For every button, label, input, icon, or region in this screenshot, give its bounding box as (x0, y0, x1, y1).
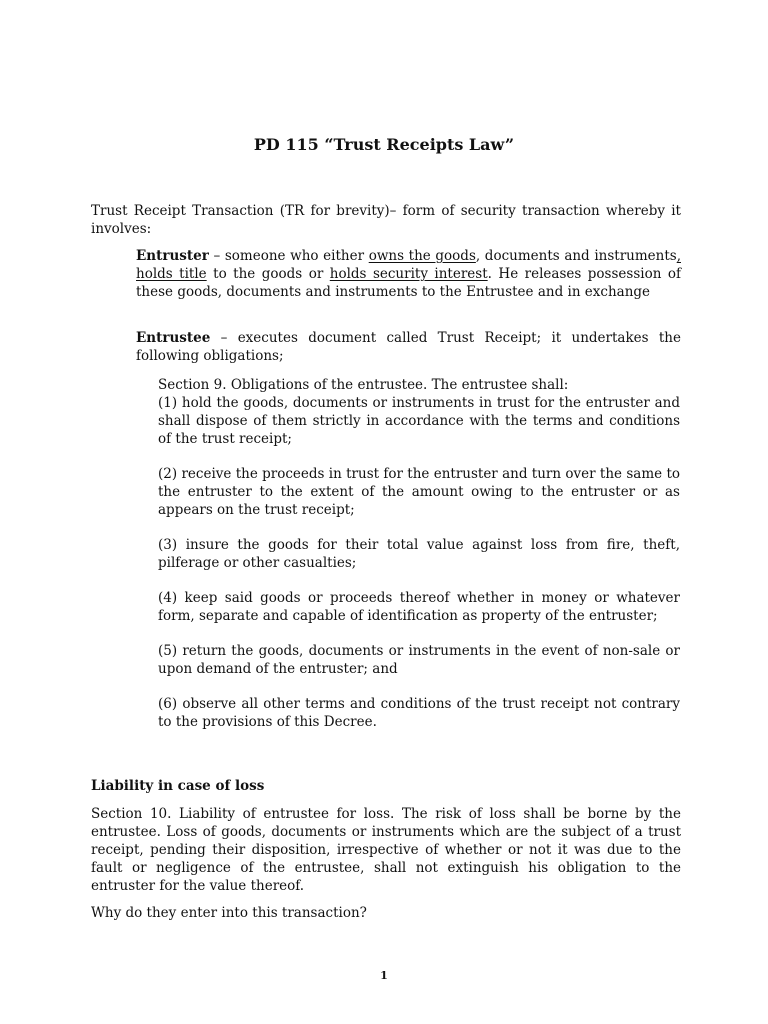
liability-heading: Liability in case of loss (91, 778, 265, 794)
obligation-item: (4) keep said goods or proceeds thereof whether in money or whatever form, separate and capable of identification as property of the entruster; (158, 590, 680, 624)
entruster-text-2: , documents and instruments (475, 248, 677, 264)
entruster-text-1: – someone who either (208, 248, 369, 264)
section-10-paragraph: Section 10. Liability of entrustee for loss. The risk of loss shall be borne by the entrustee. Loss of goods, documents or instruments which are the subject of a trust receipt, pending their disposition, irrespective of whether or not it was due to the fault or negligence of the entrustee, shall not extinguish his obligation to the entruster for the value thereof. (91, 806, 681, 894)
entruster-term: Entruster (136, 248, 209, 264)
entruster-underline-security: holds security interest (329, 266, 488, 282)
entruster-text-4: . He releases possession of these goods, documents and instruments to the Entrustee and in exchange (136, 266, 681, 300)
section-9-heading: Section 9. Obligations of the entrustee. The entrustee shall: (158, 377, 569, 393)
entruster-text-3: to the goods or (206, 266, 330, 282)
entrustee-text: – executes document called Trust Receipt; it undertakes the following obligations; (136, 330, 681, 364)
page-title: PD 115 “Trust Receipts Law” (253, 135, 515, 154)
obligation-item: (5) return the goods, documents or instruments in the event of non-sale or upon demand of the entruster; and (158, 643, 680, 677)
entrustee-term: Entrustee (136, 330, 211, 346)
entruster-paragraph (136, 247, 681, 301)
question-paragraph: Why do they enter into this transaction? (91, 905, 367, 921)
entrustee-paragraph (136, 329, 681, 365)
obligation-item: (1) hold the goods, documents or instruments in trust for the entruster and shall dispose of them strictly in accordance with the terms and conditions of the trust receipt; (158, 395, 680, 447)
page-number: 1 (380, 969, 388, 982)
obligation-item: (3) insure the goods for their total value against loss from fire, theft, pilferage or other casualties; (158, 537, 680, 571)
entruster-underline-title: , holds title (136, 248, 681, 282)
intro-paragraph: Trust Receipt Transaction (TR for brevity)– form of security transaction whereby it involves: (91, 203, 681, 237)
obligation-item: (2) receive the proceeds in trust for the entruster and turn over the same to the entruster to the extent of the amount owing to the entruster or as appears on the trust receipt; (158, 466, 680, 518)
entruster-underline-owns: owns the goods (368, 248, 476, 264)
obligation-item: (6) observe all other terms and conditions of the trust receipt not contrary to the provisions of this Decree. (158, 696, 680, 730)
section-9-block (158, 376, 680, 731)
